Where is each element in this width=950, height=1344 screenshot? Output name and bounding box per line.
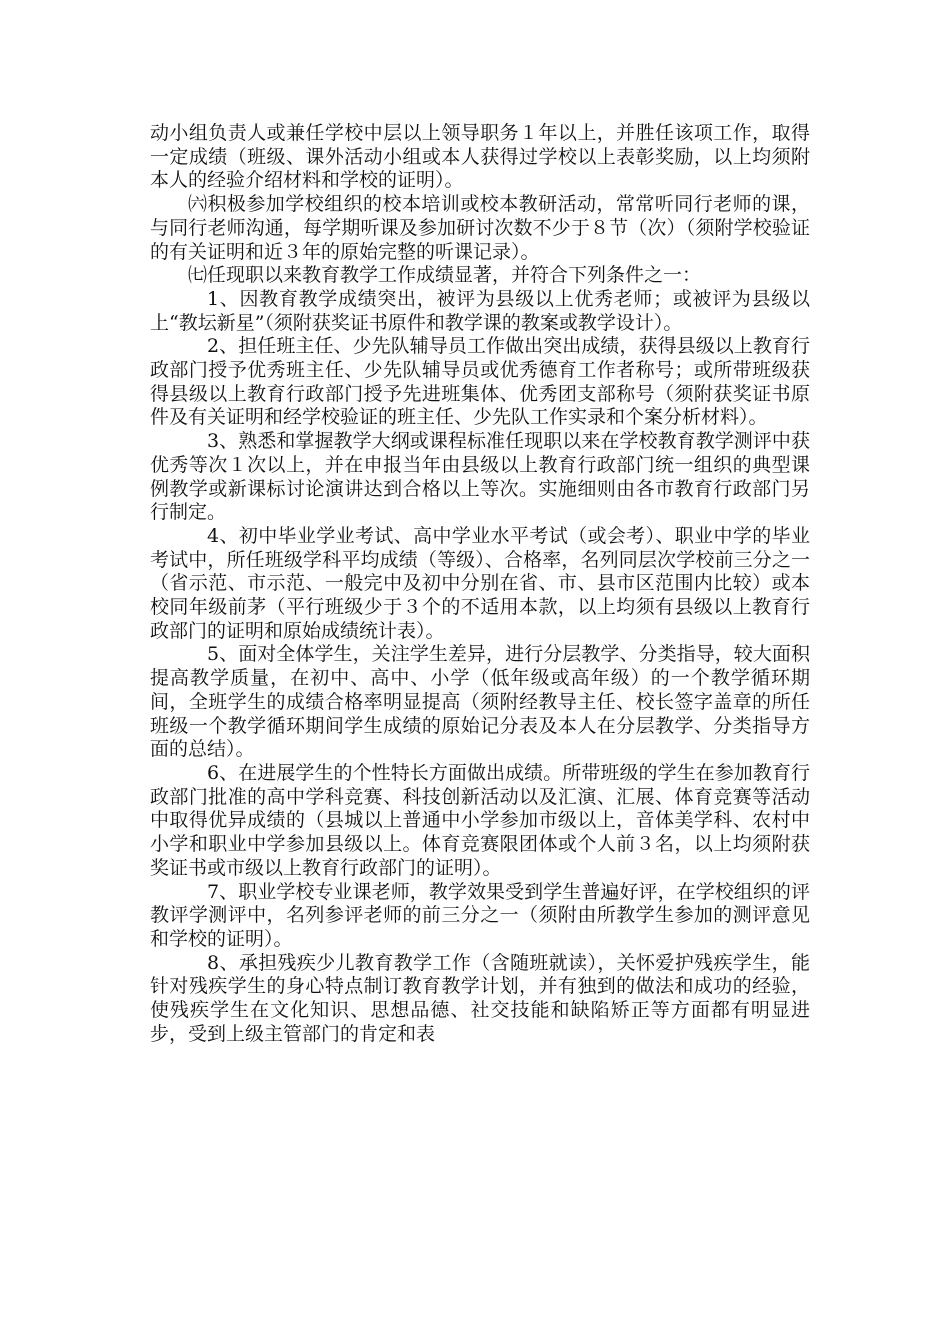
paragraph-condition-4: 4、初中毕业学业考试、高中学业水平考试（或会考）、职业中学的毕业考试中，所任班级学科平均成绩（等级）、合格率，名列同层次学校前三分之一（省示范、市示范、一般完中及初中分别在省、市、县市区范围内比较）或本校同年级前茅（平行班级少于３个的不适用本款，以上均须有县级以上教育行政部门的证明和原始成绩统计表）。 xyxy=(150,524,810,642)
paragraph-condition-3: 3、熟悉和掌握教学大纲或课程标准任现职以来在学校教育教学测评中获优秀等次１次以上，并在申报当年由县级以上教育行政部门统一组织的典型课例教学或新课标讨论演讲达到合格以上等次。实施细则由各市教育行政部门另行制定。 xyxy=(150,430,810,524)
paragraph-condition-8: 8、承担残疾少儿教育教学工作（含随班就读），关怀爱护残疾学生，能针对残疾学生的身心特点制订教育教学计划，并有独到的做法和成功的经验，使残疾学生在文化知识、思想品德、社交技能和缺陷矫正等方面都有明显进步，受到上级主管部门的肯定和表 xyxy=(150,951,810,1045)
paragraph-item-7: ㈦任现职以来教育教学工作成绩显著，并符合下列条件之一： xyxy=(188,264,702,287)
paragraph-condition-2: 2、担任班主任、少先队辅导员工作做出突出成绩，获得县级以上教育行政部门授予优秀班主任、少先队辅导员或优秀德育工作者称号；或所带班级获得县级以上教育行政部门授予先进班集体、优秀团支部称号（须附获奖证书原件及有关证明和经学校验证的班主任、少先队工作实录和个案分析材料）。 xyxy=(150,335,810,429)
paragraph-condition-5: 5、面对全体学生，关注学生差异，进行分层教学、分类指导，较大面积提高教学质量，在初中、高中、小学（低年级或高年级）的一个教学循环期间，全班学生的成绩合格率明显提高（须附经教导主任、校长签字盖章的所任班级一个教学循环期间学生成绩的原始记分表及本人在分层教学、分类指导方面的总结）。 xyxy=(150,643,810,761)
document-body xyxy=(150,122,810,1046)
paragraph-condition-1: 1、因教育教学成绩突出，被评为县级以上优秀老师；或被评为县级以上“教坛新星”（须附获奖证书原件和教学课的教案或教学设计）。 xyxy=(150,287,810,334)
paragraph-continuation: 动小组负责人或兼任学校中层以上领导职务１年以上，并胜任该项工作，取得一定成绩（班级、课外活动小组或本人获得过学校以上表彰奖励，以上均须附本人的经验介绍材料和学校的证明）。 xyxy=(150,122,810,192)
paragraph-item-6: ㈥积极参加学校组织的校本培训或校本教研活动，常常听同行老师的课，与同行老师沟通，每学期听课及参加研讨次数不少于８节（次）（须附学校验证的有关证明和近３年的原始完整的听课记录）。 xyxy=(150,193,810,263)
paragraph-condition-6: 6、在进展学生的个性特长方面做出成绩。所带班级的学生在参加教育行政部门批准的高中学科竞赛、科技创新活动以及汇演、汇展、体育竞赛等活动中取得优异成绩的（县城以上普通中小学参加市级以上，音体美学科、农村中小学和职业中学参加县级以上。体育竞赛限团体或个人前３名，以上均须附获奖证书或市级以上教育行政部门的证明）。 xyxy=(150,761,810,879)
paragraph-condition-7: 7、职业学校专业课老师，教学效果受到学生普遍好评，在学校组织的评教评学测评中，名列参评老师的前三分之一（须附由所教学生参加的测评意见和学校的证明）。 xyxy=(150,880,810,950)
